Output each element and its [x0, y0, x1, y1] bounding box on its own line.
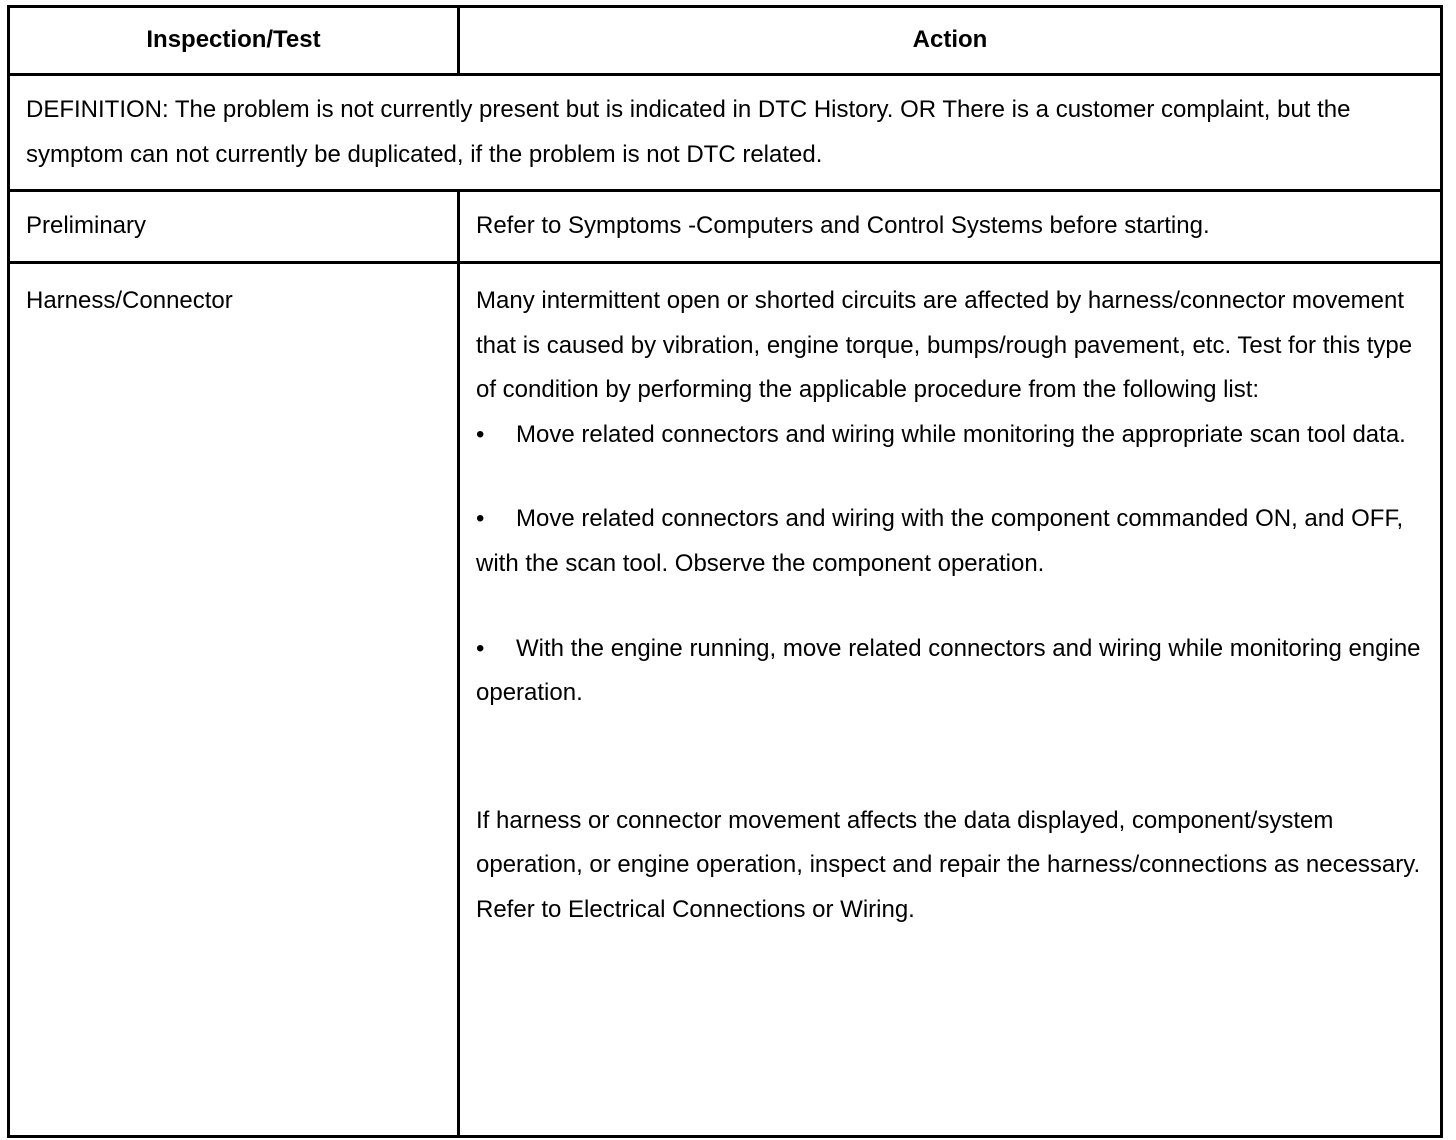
spacer	[476, 587, 1424, 627]
bullet-text: Move related connectors and wiring with the component commanded ON, and OFF, with the scan tool. Observe the component operation.	[476, 505, 1404, 577]
bullet-icon: •	[476, 505, 485, 533]
inspection-table	[7, 5, 1443, 1138]
action-preliminary: Refer to Symptoms -Computers and Control Systems before starting.	[459, 191, 1442, 263]
bullet-item	[476, 627, 1424, 716]
bullet-icon: •	[476, 634, 485, 662]
bullet-item	[476, 413, 1424, 458]
definition-row	[9, 75, 1442, 191]
header-action: Action	[459, 7, 1442, 75]
bullet-text: Move related connectors and wiring while monitoring the appropriate scan tool data.	[516, 420, 1406, 448]
definition-text: DEFINITION: The problem is not currently present but is indicated in DTC History. OR There is a customer complaint, but the symptom can not currently be duplicated, if the problem is not DTC related.	[9, 75, 1442, 191]
header-row	[9, 7, 1442, 75]
harness-conclusion: If harness or connector movement affects the data displayed, component/system operation, or engine operation, inspect and repair the harness/connections as necessary. Refer to Electrical Connections or Wiring.	[476, 806, 1421, 923]
header-inspection-test: Inspection/Test	[9, 7, 459, 75]
inspection-preliminary: Preliminary	[9, 191, 459, 263]
spacer	[476, 716, 1424, 799]
table-row	[9, 191, 1442, 263]
inspection-harness-connector: Harness/Connector	[9, 263, 459, 1137]
harness-intro: Many intermittent open or shorted circuits are affected by harness/connector movement that is caused by vibration, engine torque, bumps/rough pavement, etc. Test for this type of condition by performing the applicable procedure from the following list:	[476, 287, 1413, 404]
action-harness-connector	[459, 263, 1442, 1137]
bullet-item	[476, 497, 1424, 586]
bullet-icon: •	[476, 420, 485, 448]
bullet-text: With the engine running, move related connectors and wiring while monitoring engine operation.	[476, 634, 1421, 707]
table-row	[9, 263, 1442, 1137]
spacer	[476, 457, 1424, 497]
